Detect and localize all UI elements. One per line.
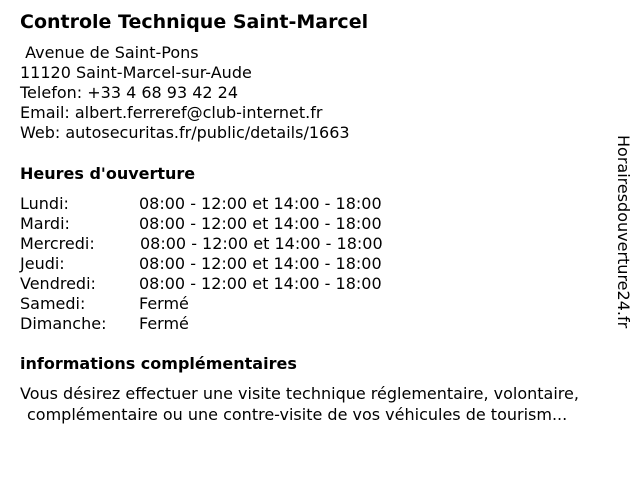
hours-row-mercredi [20, 234, 440, 254]
hours-row-lundi [20, 194, 440, 214]
business-name: Controle Technique Saint-Marcel [20, 11, 369, 33]
day-label: Mardi: [20, 214, 70, 233]
day-label: Dimanche: [20, 314, 107, 333]
hours-row-mardi [20, 214, 440, 234]
hours-row-vendredi [20, 274, 440, 294]
day-hours: Fermé [139, 314, 189, 333]
street-address: Avenue de Saint-Pons [20, 43, 199, 62]
description-line: complémentaire ou une contre-visite de vos véhicules de tourism... [27, 405, 568, 424]
hours-row-samedi [20, 294, 440, 314]
info-heading: informations complémentaires [20, 354, 297, 373]
hours-row-jeudi [20, 254, 440, 274]
hours-row-dimanche [20, 314, 440, 334]
site-watermark: Horairesdouverture24.fr [614, 135, 633, 329]
day-hours: 08:00 - 12:00 et 14:00 - 18:00 [139, 254, 382, 273]
day-label: Samedi: [20, 294, 86, 313]
opening-hours-table [20, 194, 440, 334]
hours-heading: Heures d'ouverture [20, 164, 196, 183]
email-address: Email: albert.ferreref@club-internet.fr [20, 103, 323, 122]
phone-number: Telefon: +33 4 68 93 42 24 [20, 83, 239, 102]
day-hours: Fermé [139, 294, 189, 313]
contact-block [20, 43, 350, 143]
day-hours: 08:00 - 12:00 et 14:00 - 18:00 [140, 234, 383, 253]
day-hours: 08:00 - 12:00 et 14:00 - 18:00 [139, 194, 382, 213]
day-label: Lundi: [20, 194, 69, 213]
website: Web: autosecuritas.fr/public/details/1663 [20, 123, 350, 142]
day-label: Mercredi: [20, 234, 95, 253]
info-description [20, 383, 630, 425]
day-hours: 08:00 - 12:00 et 14:00 - 18:00 [139, 274, 382, 293]
day-hours: 08:00 - 12:00 et 14:00 - 18:00 [139, 214, 382, 233]
description-line: Vous désirez effectuer une visite technique réglementaire, volontaire, [20, 384, 579, 403]
day-label: Vendredi: [20, 274, 96, 293]
day-label: Jeudi: [20, 254, 65, 273]
city-address: 11120 Saint-Marcel-sur-Aude [20, 63, 252, 82]
